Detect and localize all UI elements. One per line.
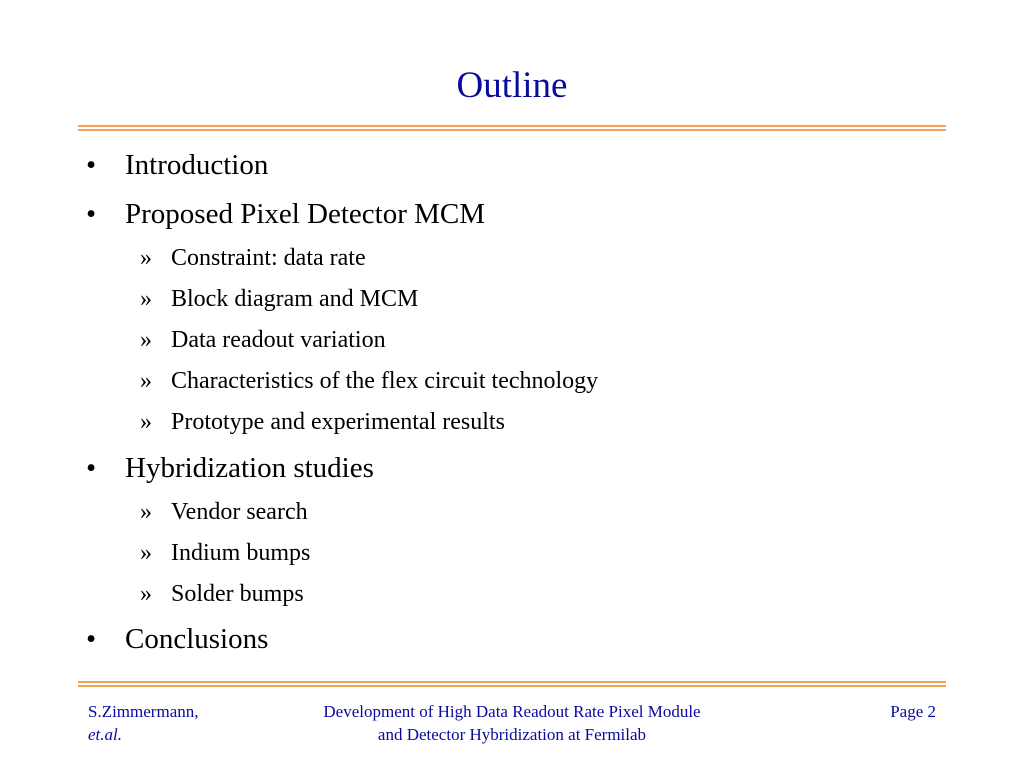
outline-item-label: Hybridization studies — [125, 452, 374, 484]
footer-author-name: S.Zimmermann, — [88, 702, 199, 721]
footer-author — [88, 700, 198, 746]
bullet-marker: • — [86, 149, 97, 181]
outline-item-label: Prototype and experimental results — [171, 409, 505, 435]
subbullet-marker: » — [140, 245, 152, 271]
outline-item-label: Vendor search — [171, 499, 308, 525]
subbullet-marker: » — [140, 581, 152, 607]
outline-item-label: Solder bumps — [171, 581, 304, 607]
outline-item-label: Indium bumps — [171, 540, 311, 566]
subbullet-marker: » — [140, 286, 152, 312]
outline-item-label: Conclusions — [125, 623, 269, 655]
footer-author-etal: et.al. — [88, 725, 122, 744]
footer-title-line-2: and Detector Hybridization at Fermilab — [377, 725, 647, 744]
footer-title-line-1: Development of High Data Readout Rate Pixel Module — [323, 702, 701, 721]
outline-item-label: Proposed Pixel Detector MCM — [125, 198, 486, 230]
bullet-marker: • — [86, 452, 97, 484]
outline-item-label: Constraint: data rate — [171, 245, 366, 271]
page-number: Page 2 — [890, 702, 936, 721]
outline-item-label: Block diagram and MCM — [171, 286, 419, 312]
outline-item-label: Data readout variation — [171, 327, 386, 353]
bullet-marker: • — [86, 623, 97, 655]
footer-divider — [78, 681, 946, 687]
subbullet-marker: » — [140, 499, 152, 525]
subbullet-marker: » — [140, 540, 152, 566]
outline-item-label: Characteristics of the flex circuit technology — [171, 368, 599, 394]
slide-title: Outline — [456, 65, 568, 106]
subbullet-marker: » — [140, 409, 152, 435]
footer-presentation-title — [262, 700, 762, 746]
outline-item-label: Introduction — [125, 149, 269, 181]
bullet-marker: • — [86, 198, 97, 230]
subbullet-marker: » — [140, 327, 152, 353]
subbullet-marker: » — [140, 368, 152, 394]
